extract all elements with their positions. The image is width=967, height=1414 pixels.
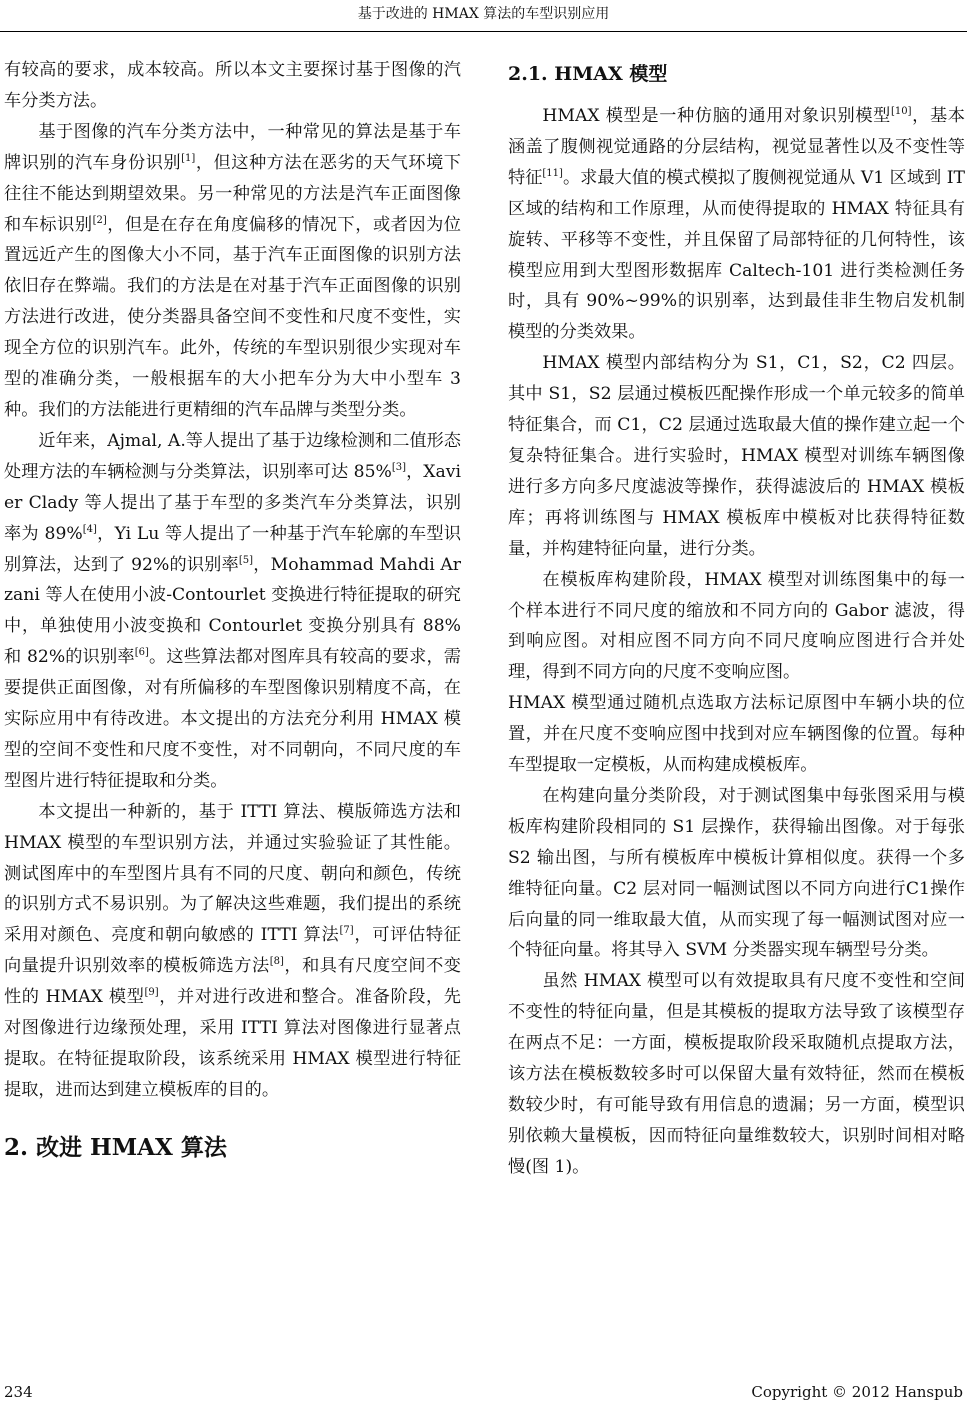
text: 本文提出一种新的，基于 ITTI 算法、模版筛选方法和 HMAX 模型的车型识别方法，并通过实验验证了其性能。测试图库中的车型图片具有不同的尺度、朝向和颜色，传统的识别方式不易识别。为了解决这些难题，我们提出的系统采用对颜色、亮度和朝向敏感的 ITTI 算法	[4, 801, 461, 946]
text: 。这些算法都对图库具有较高的要求，需要提供正面图像，对有所偏移的车型图像识别精度不高，在实际应用中有待改进。本文提出的方法充分利用 HMAX 模型的空间不变性和尺度不变性，对不同朝向，不同尺度的车型图片进行特征提取和分类。	[4, 647, 461, 791]
right-column	[508, 55, 965, 1183]
text: ，并对进行改进和整合。准备阶段，先对图像进行边缘预处理，采用 ITTI 算法对图像进行显著点提取。在特征提取阶段，该系统采用 HMAX 模型进行特征提取，进而达到建立模板库的目的。	[4, 987, 461, 1100]
left-column	[4, 55, 461, 1168]
paragraph-hmax-intro	[508, 101, 965, 348]
header-rule	[0, 31, 967, 32]
text: 近年来，Ajmal, A.等人提出了基于边缘检测和二值形态处理方法的车辆检测与分类算法，识别率可达 85%	[4, 430, 461, 482]
citation: [10]	[890, 106, 912, 117]
citation: [7]	[339, 925, 354, 937]
paragraph-image-based-methods	[4, 117, 461, 426]
paragraph-related-work	[4, 426, 461, 797]
paragraph-continued: 有较高的要求，成本较高。所以本文主要探讨基于图像的汽车分类方法。	[4, 60, 461, 111]
text: ，Xavier Clady 等人提出了基于车型的多类汽车分类算法，识别率为 89%	[4, 461, 461, 544]
page-number: 234	[4, 1383, 33, 1401]
paragraph-template-library-continued: HMAX 模型通过随机点选取方法标记原图中车辆小块的位置，并在尺度不变响应图中找到对应车辆图像的位置。每种车型提取一定模板，从而构建成模板库。	[508, 693, 965, 776]
citation: [2]	[92, 214, 107, 226]
citation: [3]	[391, 461, 407, 473]
text: ，Yi Lu 等人提出了一种基于汽车轮廓的车型识别算法，达到了 92%的识别率	[4, 523, 462, 575]
text: 基于图像的汽车分类方法中，一种常见的算法是基于车牌识别的汽车身份识别	[4, 121, 461, 173]
paragraph-hmax-layers: HMAX 模型内部结构分为 S1，C1，S2，C2 四层。其中 S1，S2 层通过模板匹配操作形成一个单元较多的简单特征集合，而 C1，C2 层通过选取最大值的操作建立起一个复杂特征集合。进行实验时，HMAX 模型对训练车辆图像进行多方向多尺度滤波等操作，获得滤波后的 HMAX 模板库；再将训练图与 HMAX 模板库中模板对比获得特征数量，并构建特征向量，进行分类。	[508, 353, 965, 559]
text: HMAX 模型是一种仿脑的通用对象识别模型	[542, 106, 891, 126]
text: ，但是在存在角度偏移的情况下，或者因为位置远近产生的图像大小不同，基于汽车正面图像的识别方法依旧存在弊端。我们的方法是在对基于汽车正面图像的识别方法进行改进，使分类器具备空间不变性和尺度不变性，实现全方位的识别汽车。此外，传统的车型识别很少实现对车型的准确分类，一般根据车的大小把车分为大中小型车 3 种。我们的方法能进行更精细的汽车品牌与类型分类。	[4, 214, 461, 420]
subsection-heading: 2.1. HMAX 模型	[508, 63, 668, 85]
text: ，可评估特征向量提升识别效率的模板筛选方法	[4, 925, 461, 977]
text: ，和具有尺度空间不变性的 HMAX 模型	[4, 956, 461, 1008]
copyright-notice: Copyright © 2012 Hanspub	[751, 1383, 963, 1401]
text: ，但这种方法在恶劣的天气环境下往往不能达到期望效果。另一种常见的方法是汽车正面图像和车标识别	[4, 152, 461, 235]
citation: [5]	[238, 554, 254, 566]
text: ，基本涵盖了腹侧视觉通路的分层结构，视觉显著性以及不变性等特征	[508, 106, 965, 188]
running-header: 基于改进的 HMAX 算法的车型识别应用	[357, 6, 610, 22]
citation: [11]	[542, 167, 563, 179]
paragraph-vector-classification: 在构建向量分类阶段，对于测试图集中每张图采用与模板库构建阶段相同的 S1 层操作，获得输出图像。对于每张 S2 输出图，与所有模板库中模板计算相似度。获得一个多维特征向量。C2 层对同一幅测试图以不同方向进行C1操作后向量的同一维取最大值，从而实现了每一幅测试图对应一个特征向量。将其导入 SVM 分类器实现车辆型号分类。	[508, 785, 965, 961]
citation: [6]	[134, 647, 149, 659]
citation: [4]	[82, 523, 97, 535]
citation: [8]	[269, 956, 284, 968]
paragraph-limitations: 虽然 HMAX 模型可以有效提取具有尺度不变性和空间不变性的特征向量，但是其模板的提取方法导致了该模型存在两点不足：一方面，模板提取阶段采取随机点提取方法，该方法在模板数较多时可以保留大量有效特征，然而在模板数较少时，有可能导致有用信息的遗漏；另一方面，模型识别依赖大量模板，因而特征向量维数较大，识别时间相对略慢(图 1)。	[508, 971, 965, 1177]
paragraph-proposed-method	[4, 797, 461, 1106]
section-heading: 2. 改进 HMAX 算法	[4, 1133, 227, 1161]
text: ，Mohammad Mahdi Arzani 等人在使用小波-Contourlet 变换进行特征提取的研究中，单独使用小波变换和 Contourlet 变换分别具有 88%和 82%的识别率	[4, 554, 462, 668]
citation: [1]	[181, 152, 196, 164]
text: 。求最大值的模式模拟了腹侧视觉通从 V1 区域到 IT 区域的结构和工作原理，从而使得提取的 HMAX 特征具有旋转、平移等不变性，并且保留了局部特征的几何特性，该模型应用到大型图形数据库 Caltech-101 进行类检测任务时，具有 90%~99%的识别率，达到最佳非生物启发机制模型的分类效果。	[508, 167, 965, 343]
citation: [9]	[144, 987, 159, 999]
paragraph-template-library: 在模板库构建阶段，HMAX 模型对训练图集中的每一个样本进行不同尺度的缩放和不同方向的 Gabor 滤波，得到响应图。对相应图不同方向不同尺度响应图进行合并处理，得到不同方向的尺度不变响应图。	[508, 569, 965, 683]
